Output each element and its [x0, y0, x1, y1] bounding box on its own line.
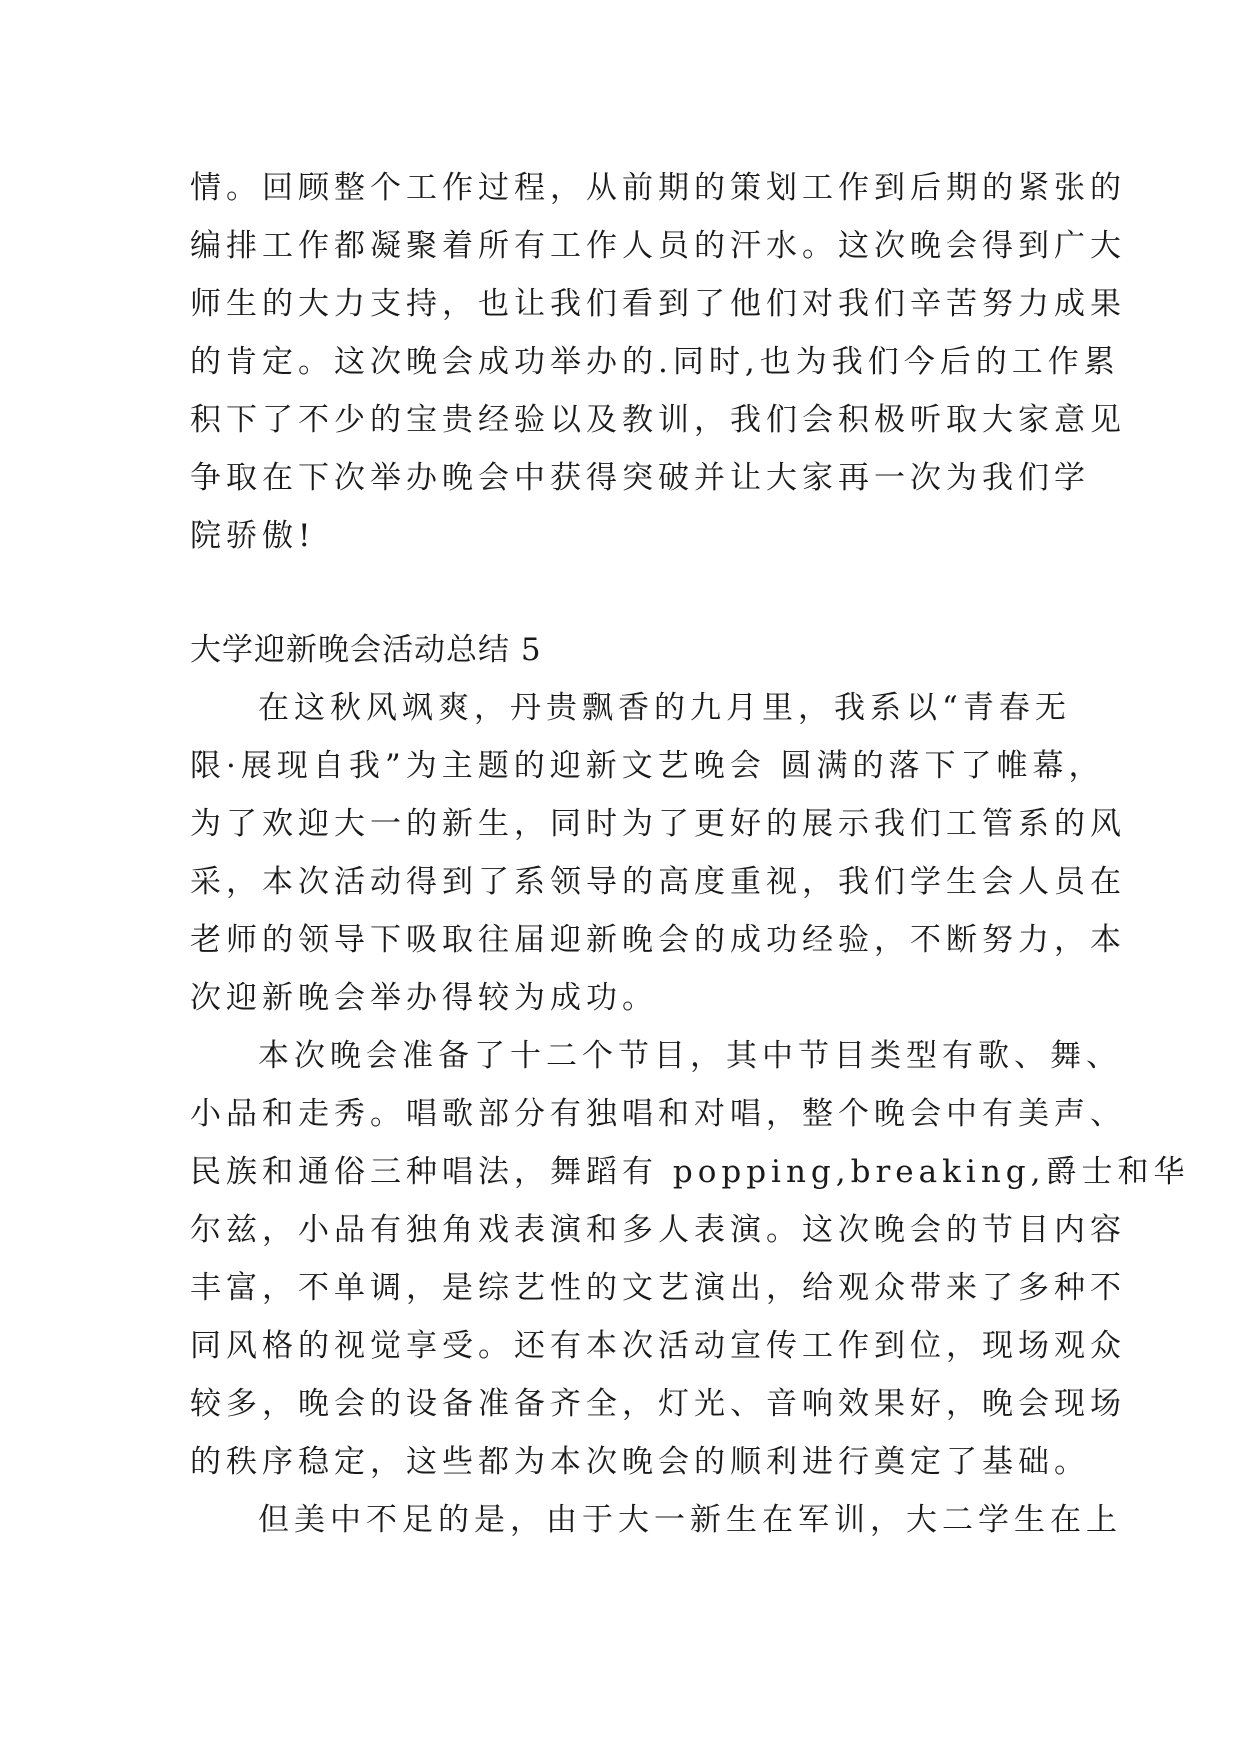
- paragraph-line: 争取在下次举办晚会中获得突破并让大家再一次为我们学: [190, 460, 1090, 496]
- paragraph-line: 限·展现自我”为主题的迎新文艺晚会 圆满的落下了帷幕，: [190, 748, 1105, 784]
- paragraph-line: 但美中不足的是，由于大一新生在军训，大二学生在上: [258, 1502, 1122, 1538]
- paragraph-line: 本次晚会准备了十二个节目，其中节目类型有歌、舞、: [258, 1038, 1122, 1074]
- paragraph-line: 丰富，不单调，是综艺性的文艺演出，给观众带来了多种不: [190, 1270, 1126, 1306]
- paragraph-line: 同风格的视觉享受。还有本次活动宣传工作到位，现场观众: [190, 1328, 1126, 1364]
- paragraph-line: 民族和通俗三种唱法，舞蹈有 popping,breaking,爵士和华: [190, 1154, 1190, 1190]
- paragraph-line: 的肯定。这次晚会成功举办的.同时,也为我们今后的工作累: [190, 344, 1120, 380]
- paragraph-line: 小品和走秀。唱歌部分有独唱和对唱，整个晚会中有美声、: [190, 1096, 1126, 1132]
- paragraph-line: 尔兹，小品有独角戏表演和多人表演。这次晚会的节目内容: [190, 1212, 1126, 1248]
- paragraph-line: 师生的大力支持，也让我们看到了他们对我们辛苦努力成果: [190, 286, 1126, 322]
- section-heading: 大学迎新晚会活动总结 5: [190, 632, 542, 668]
- paragraph-line: 情。回顾整个工作过程，从前期的策划工作到后期的紧张的: [190, 170, 1126, 206]
- paragraph-line: 院骄傲!: [190, 518, 316, 554]
- paragraph-line: 积下了不少的宝贵经验以及教训，我们会积极听取大家意见: [190, 402, 1126, 438]
- paragraph-line: 较多，晚会的设备准备齐全，灯光、音响效果好，晚会现场: [190, 1386, 1126, 1422]
- paragraph-line: 编排工作都凝聚着所有工作人员的汗水。这次晚会得到广大: [190, 228, 1126, 264]
- paragraph-line: 老师的领导下吸取往届迎新晚会的成功经验，不断努力，本: [190, 922, 1126, 958]
- paragraph-line: 采，本次活动得到了系领导的高度重视，我们学生会人员在: [190, 864, 1126, 900]
- paragraph-line: 次迎新晚会举办得较为成功。: [190, 980, 658, 1016]
- paragraph-line: 为了欢迎大一的新生，同时为了更好的展示我们工管系的风: [190, 806, 1126, 842]
- paragraph-line: 在这秋风飒爽，丹贵飘香的九月里，我系以“青春无: [258, 690, 1071, 726]
- paragraph-line: 的秩序稳定，这些都为本次晚会的顺利进行奠定了基础。: [190, 1444, 1090, 1480]
